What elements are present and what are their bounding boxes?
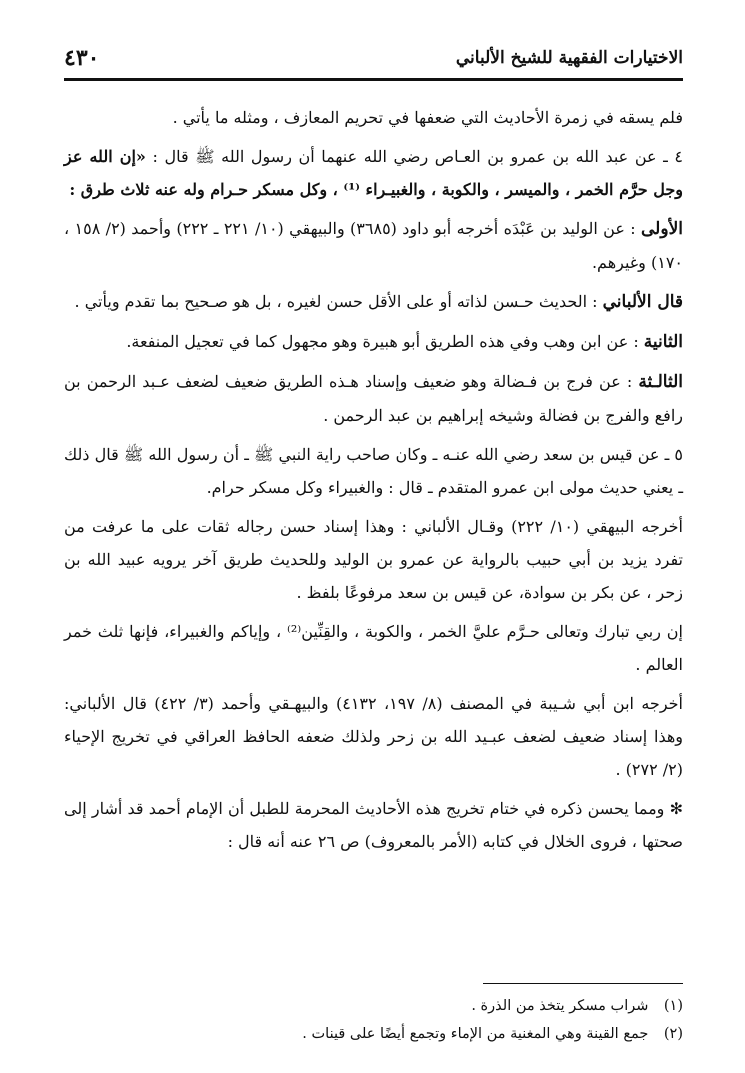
paragraph bbox=[64, 285, 683, 319]
paragraph bbox=[64, 438, 683, 504]
footnote-text: جمع القينة وهي المغنية من الإماء وتجمع أيضًا على قينات . bbox=[302, 1026, 653, 1042]
paragraph bbox=[64, 687, 683, 786]
paragraph-heading: الأولى bbox=[641, 219, 683, 239]
paragraph-text: : الحديث حـسن لذاته أو على الأقل حسن لغيره ، بل هو صـحيح بما تقدم ويأتي . bbox=[74, 292, 603, 311]
paragraph-text: : عن الوليد بن عَبْدَه أخرجه أبو داود (٣٦٨٥) والبيهقي (١٠/ ٢٢١ ـ ٢٢٢) وأحمد (٢/ ١٥٨ ، ١٧٠) وغيرهم. bbox=[64, 219, 683, 272]
book-title: الاختيارات الفقهية للشيخ الألباني bbox=[455, 48, 683, 68]
paragraph bbox=[64, 615, 683, 681]
paragraph-text: : عن ابن وهب وفي هذه الطريق أبو هبيرة وهو مجهول كما في تعجيل المنفعة. bbox=[126, 332, 644, 351]
footnote-separator bbox=[483, 983, 683, 984]
paragraph bbox=[64, 365, 683, 432]
running-header bbox=[64, 38, 683, 81]
paragraph-text: أخرجه ابن أبي شـيبة في المصنف (٨/ ١٩٧، ٤١٣٢) والبيهـقي وأحمد (٣/ ٤٢٢) قال الألباني: وهذا إسناد ضعيف لضعف عبـيد الله بن زحر ولذلك ضعفه الحافظ العراقي في تخريج الإحياء (٢/ ٢٧٢) . bbox=[64, 694, 683, 779]
paragraph-text: ٥ ـ عن قيس بن سعد رضي الله عنـه ـ وكان صاحب راية النبي ﷺ ـ أن رسول الله ﷺ قال ذلك ـ يعني حديث مولى ابن عمرو المتقدم ـ قال : والغبيراء وكل مسكر حرام. bbox=[64, 445, 684, 497]
footnote-list bbox=[64, 992, 683, 1048]
footnote-number: (٢) bbox=[663, 1026, 683, 1042]
footnotes bbox=[64, 983, 683, 1048]
paragraph bbox=[64, 212, 683, 279]
paragraph-text: إن ربي تبارك وتعالى حـرَّم عليَّ الخمر ، والكوبة ، والقِنِّين⁽²⁾ ، وإياكم والغبيراء، فإنها ثلث خمر العالم . bbox=[64, 622, 683, 674]
paragraph-heading: الثانية bbox=[643, 332, 683, 352]
paragraph bbox=[64, 101, 683, 134]
page-number: ٤٣٠ bbox=[64, 45, 100, 71]
paragraph-text: ٤ ـ عن عبد الله بن عمرو بن العـاص رضي الله عنهما أن رسول الله ﷺ قال : bbox=[145, 147, 683, 166]
paragraph-text: ✻ ومما يحسن ذكره في ختام تخريج هذه الأحاديث المحرمة للطبل أن الإمام أحمد قد أشار إلى صحتها ، فروى الخلال في كتابه (الأمر بالمعروف) ص ٢٦ عنه أنه قال : bbox=[64, 799, 683, 851]
footnote bbox=[64, 992, 683, 1020]
paragraph bbox=[64, 325, 683, 359]
paragraph bbox=[64, 510, 683, 609]
footnote bbox=[64, 1020, 683, 1048]
paragraph-heading: قال الألباني bbox=[602, 292, 683, 312]
paragraph bbox=[64, 140, 683, 206]
paragraph-text: فلم يسقه في زمرة الأحاديث التي ضعفها في تحريم المعازف ، ومثله ما يأتي . bbox=[172, 108, 683, 127]
paragraph bbox=[64, 792, 683, 858]
footnote-text: شراب مسكر يتخذ من الذرة . bbox=[471, 998, 653, 1014]
paragraph-heading: الثالـثة bbox=[638, 372, 683, 392]
paragraph-text: أخرجه البيهقي (١٠/ ٢٢٢) وقـال الألباني : وهذا إسناد حسن رجاله ثقات على ما عرفت من تفرد يزيد بن أبي حبيب بالرواية عن عمرو بن الوليد وللحديث طريق آخر يرويه عبيد الله بن زحر ، عن بكر بن سوادة، عن قيس بن سعد مرفوعًا بلفظ . bbox=[64, 517, 683, 602]
paragraph-text: : عن فرج بن فـضالة وهو ضعيف وإسناد هـذه الطريق ضعيف لضعف عـبد الرحمن بن رافع والفرج بن فضالة وشيخه إبراهيم بن عبد الرحمن . bbox=[64, 372, 683, 425]
paragraph-text: «إن الله عز وجل حرَّم الخمر ، والميسر ، والكوبة ، والغبيـراء ⁽¹⁾ ، وكل مسكر حـرام وله عنه ثلاث طرق : bbox=[64, 147, 683, 199]
main-text bbox=[64, 101, 683, 858]
footnote-number: (١) bbox=[663, 998, 683, 1014]
